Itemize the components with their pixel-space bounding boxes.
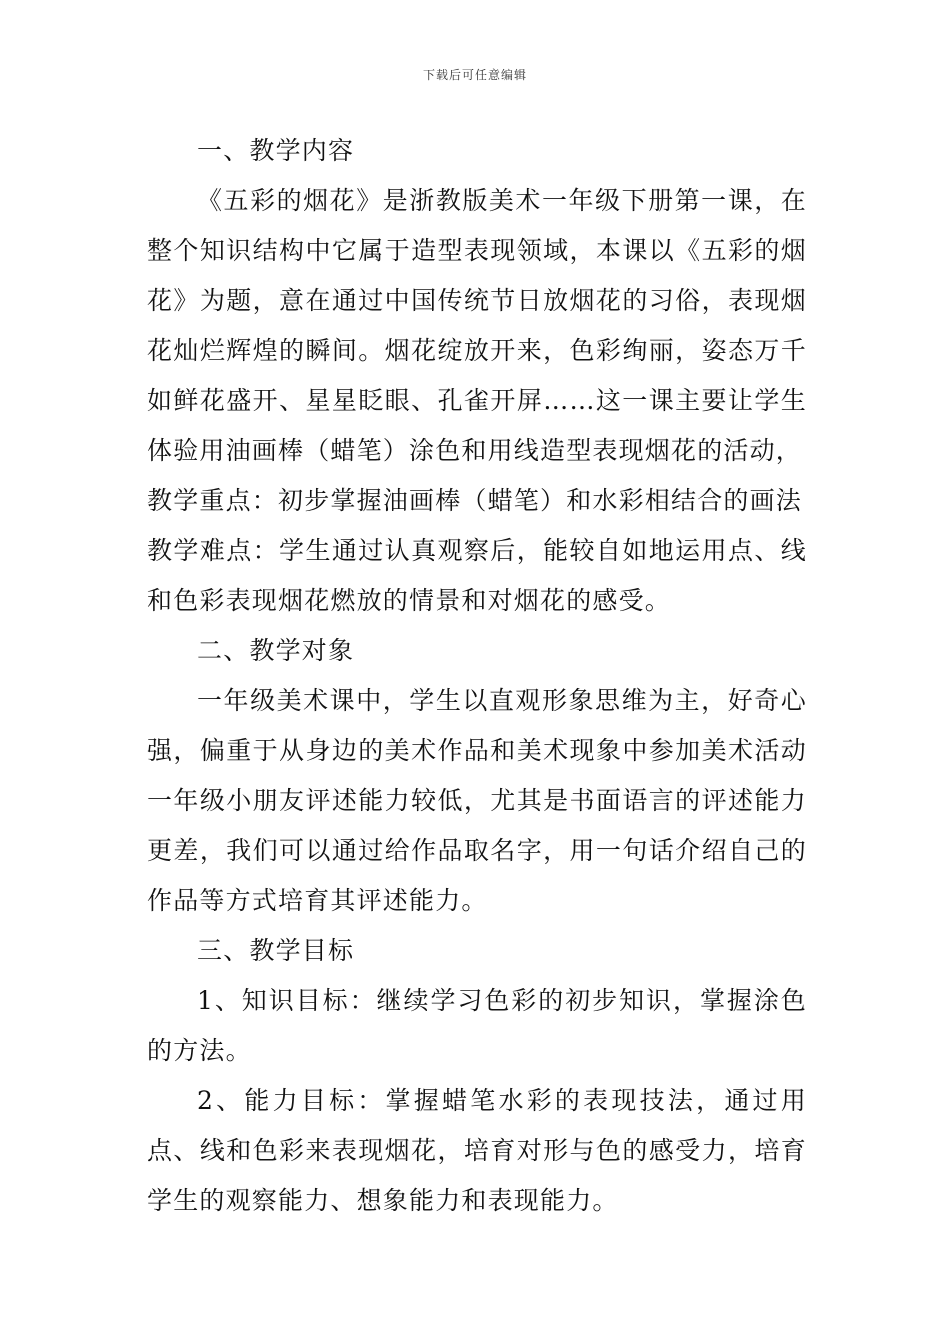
- paragraph-teaching-content: 《五彩的烟花》是浙教版美术一年级下册第一课，在整个知识结构中它属于造型表现领域，本课以《五彩的烟花》为题，意在通过中国传统节日放烟花的习俗，表现烟花灿烂辉煌的瞬间。烟花绽放开来，色彩绚丽，姿态万千如鲜花盛开、星星眨眼、孔雀开屏……这一课主要让学生体验用油画棒（蜡笔）涂色和用线造型表现烟花的活动，: [147, 186, 807, 465]
- paragraph-goal-knowledge: 1、知识目标：继续学习色彩的初步知识，掌握涂色的方法。: [147, 986, 807, 1065]
- section-heading-teaching-content: 一、教学内容: [197, 136, 355, 165]
- page-header-note: 下载后可任意编辑: [422, 68, 527, 82]
- document-body: [147, 126, 807, 1226]
- paragraph-teaching-key-points: 教学重点：初步掌握油画棒（蜡笔）和水彩相结合的画法: [147, 486, 803, 515]
- paragraph-goal-ability: 2、能力目标：掌握蜡笔水彩的表现技法，通过用点、线和色彩来表现烟花，培育对形与色的感受力，培育学生的观察能力、想象能力和表现能力。: [147, 1086, 807, 1215]
- paragraph-teaching-audience: 一年级美术课中，学生以直观形象思维为主，好奇心强，偏重于从身边的美术作品和美术现象中参加美术活动一年级小朋友评述能力较低，尤其是书面语言的评述能力更差，我们可以通过给作品取名字，用一句话介绍自己的作品等方式培育其评述能力。: [147, 686, 807, 915]
- section-heading-teaching-goals: 三、教学目标: [197, 936, 355, 965]
- section-heading-teaching-audience: 二、教学对象: [197, 636, 355, 665]
- paragraph-teaching-difficulties: 教学难点：学生通过认真观察后，能较自如地运用点、线和色彩表现烟花燃放的情景和对烟花的感受。: [147, 536, 807, 615]
